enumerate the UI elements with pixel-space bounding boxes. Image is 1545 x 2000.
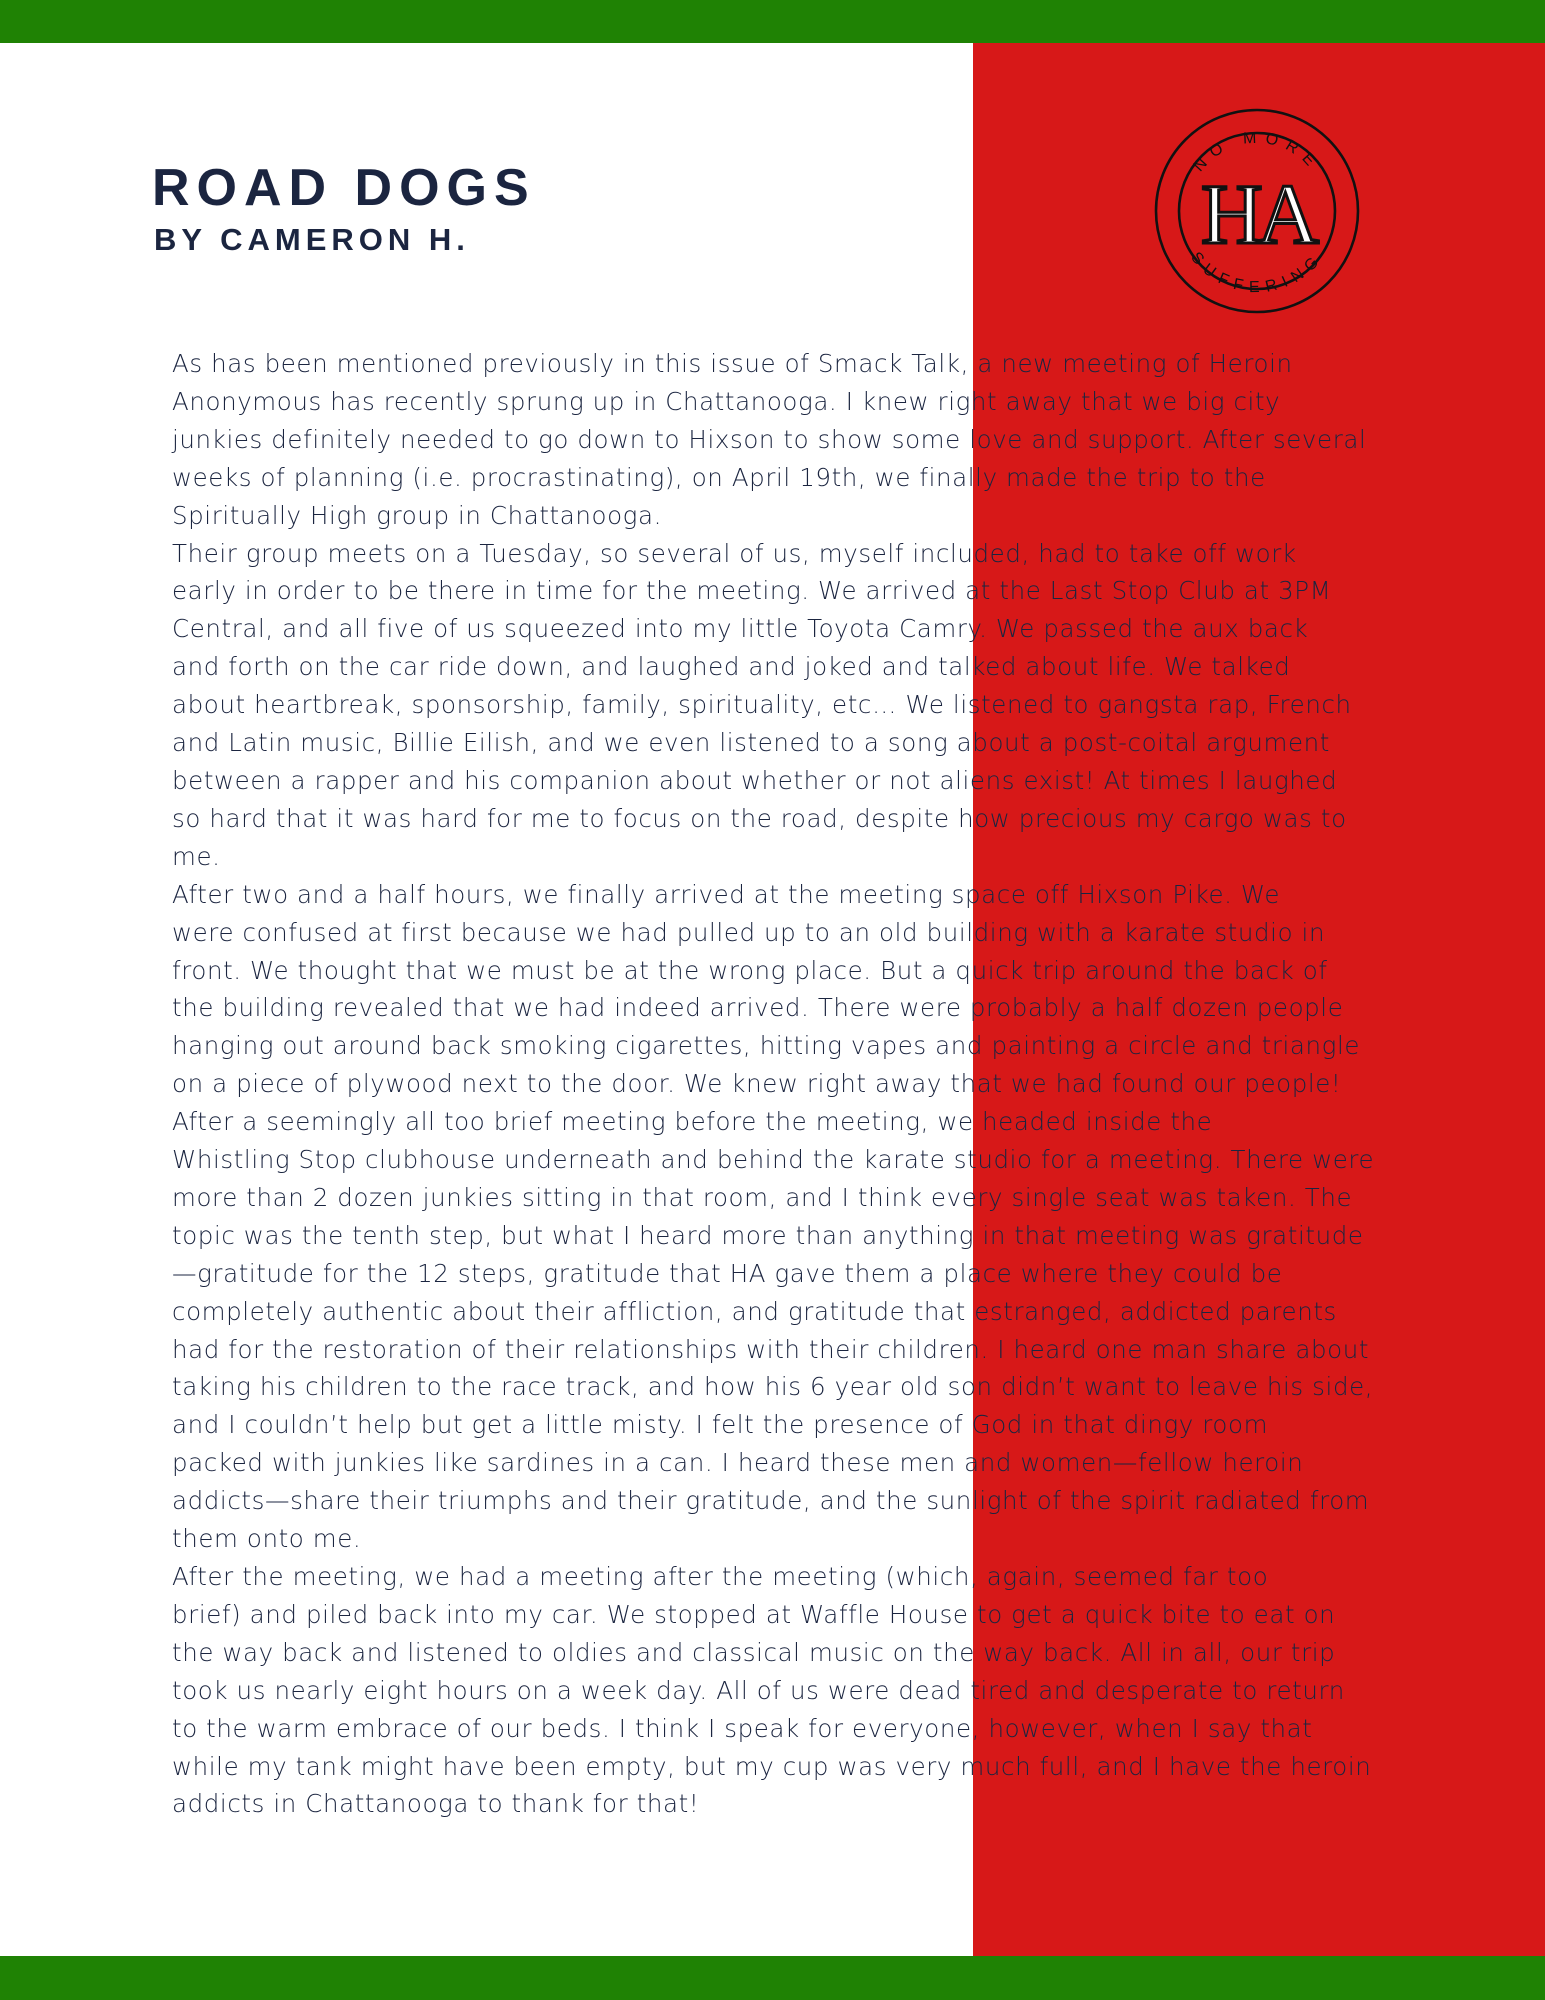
article-line: After a seemingly all too brief meeting before the meeting, we headed inside the xyxy=(172,1107,1213,1137)
article-paragraph xyxy=(128,345,1368,535)
article-line: After two and a half hours, we finally arrived at the meeting space off Hixson Pike. We xyxy=(172,879,1280,909)
article-line: them onto me. xyxy=(172,1524,362,1554)
article-paragraph xyxy=(128,1558,1372,1823)
article-line: more than 2 dozen junkies sitting in that room, and I think every single seat was taken. The xyxy=(172,1182,1353,1212)
ha-seal-icon xyxy=(1151,105,1363,317)
article-line: Central, and all five of us squeezed into my little Toyota Camry. We passed the aux back xyxy=(172,614,1309,644)
article-line: about heartbreak, sponsorship, family, spirituality, etc… We listened to gangsta rap, French xyxy=(172,690,1352,720)
top-green-band xyxy=(0,0,1545,43)
article-line: —gratitude for the 12 steps, gratitude that HA gave them a place where they could be xyxy=(172,1258,1283,1288)
article-line: topic was the tenth step, but what I heard more than anything in that meeting was gratitude xyxy=(172,1220,1364,1250)
article-line: addicts in Chattanooga to thank for that! xyxy=(172,1789,700,1819)
article-line: As has been mentioned previously in this issue of Smack Talk, a new meeting of Heroin xyxy=(172,349,1293,378)
article-line: completely authentic about their affliction, and gratitude that estranged, addicted parents xyxy=(172,1296,1337,1326)
article-line: the building revealed that we had indeed arrived. There were probably a half dozen people xyxy=(172,993,1344,1023)
article-line: so hard that it was hard for me to focus on the road, despite how precious my cargo was to xyxy=(172,803,1347,833)
article-line: hanging out around back smoking cigarettes, hitting vapes and painting a circle and triangle xyxy=(172,1031,1361,1061)
article-line: junkies definitely needed to go down to Hixson to show some love and support. After several xyxy=(172,424,1367,454)
article-paragraph xyxy=(128,535,1368,876)
seal-monogram: HA xyxy=(1200,166,1314,262)
article-line: front. We thought that we must be at the wrong place. But a quick trip around the back of xyxy=(172,955,1328,985)
seal-top-text: NO MORE xyxy=(1190,129,1324,176)
article-line: brief) and piled back into my car. We stopped at Waffle House to get a quick bite to eat on xyxy=(172,1599,1336,1629)
article-line: while my tank might have been empty, but my cup was very much full, and I have the heroin xyxy=(172,1751,1372,1781)
article-line: were confused at first because we had pulled up to an old building with a karate studio in xyxy=(172,917,1326,947)
article-line: Their group meets on a Tuesday, so several of us, myself included, had to take off work xyxy=(172,538,1297,568)
article-line: had for the restoration of their relationships with their children. I heard one man share about xyxy=(172,1334,1370,1364)
article-line: between a rapper and his companion about whether or not aliens exist! At times I laughed xyxy=(172,765,1338,795)
seal-bottom-text: SUFFERING xyxy=(1187,249,1327,297)
article-line: and I couldn’t help but get a little misty. I felt the presence of God in that dingy room xyxy=(172,1410,1269,1440)
article-line: packed with junkies like sardines in a can. I heard these men and women—fellow heroin xyxy=(172,1448,1304,1478)
article-line: Spiritually High group in Chattanooga. xyxy=(172,500,662,530)
article-line: the way back and listened to oldies and classical music on the way back. All in all, our trip xyxy=(172,1637,1336,1667)
article-line: weeks of planning (i.e. procrastinating), on April 19th, we finally made the trip to the xyxy=(172,462,1266,492)
article-paragraph xyxy=(128,1103,1375,1558)
article-line: to the warm embrace of our beds. I think I speak for everyone, however, when I say that xyxy=(172,1713,1313,1743)
article-line: early in order to be there in time for the meeting. We arrived at the Last Stop Club at 3PM xyxy=(172,576,1332,606)
article-byline: BY CAMERON H. xyxy=(154,222,470,257)
article-line: Whistling Stop clubhouse underneath and behind the karate studio for a meeting. There were xyxy=(172,1145,1375,1175)
article-line: on a piece of plywood next to the door. We knew right away that we had found our people! xyxy=(172,1069,1342,1099)
article-line: Anonymous has recently sprung up in Chattanooga. I knew right away that we big city xyxy=(172,386,1281,416)
article-line: took us nearly eight hours on a week day. All of us were dead tired and desperate to return xyxy=(172,1675,1345,1705)
article-line: taking his children to the race track, and how his 6 year old son didn’t want to leave his side, xyxy=(172,1372,1374,1402)
article-line: me. xyxy=(172,841,221,871)
article-line: After the meeting, we had a meeting after the meeting (which, again, seemed far too xyxy=(172,1562,1269,1591)
article-line: addicts—share their triumphs and their gratitude, and the sunlight of the spirit radiated from xyxy=(172,1486,1370,1516)
article-body xyxy=(128,345,1375,1823)
article-title: ROAD DOGS xyxy=(152,159,536,217)
article-header xyxy=(152,158,536,258)
article-paragraph xyxy=(128,876,1368,1103)
bottom-green-band xyxy=(0,1956,1545,2000)
article-line: and forth on the car ride down, and laughed and joked and talked about life. We talked xyxy=(172,652,1291,682)
article-line: and Latin music, Billie Eilish, and we even listened to a song about a post-coital argument xyxy=(172,728,1330,758)
